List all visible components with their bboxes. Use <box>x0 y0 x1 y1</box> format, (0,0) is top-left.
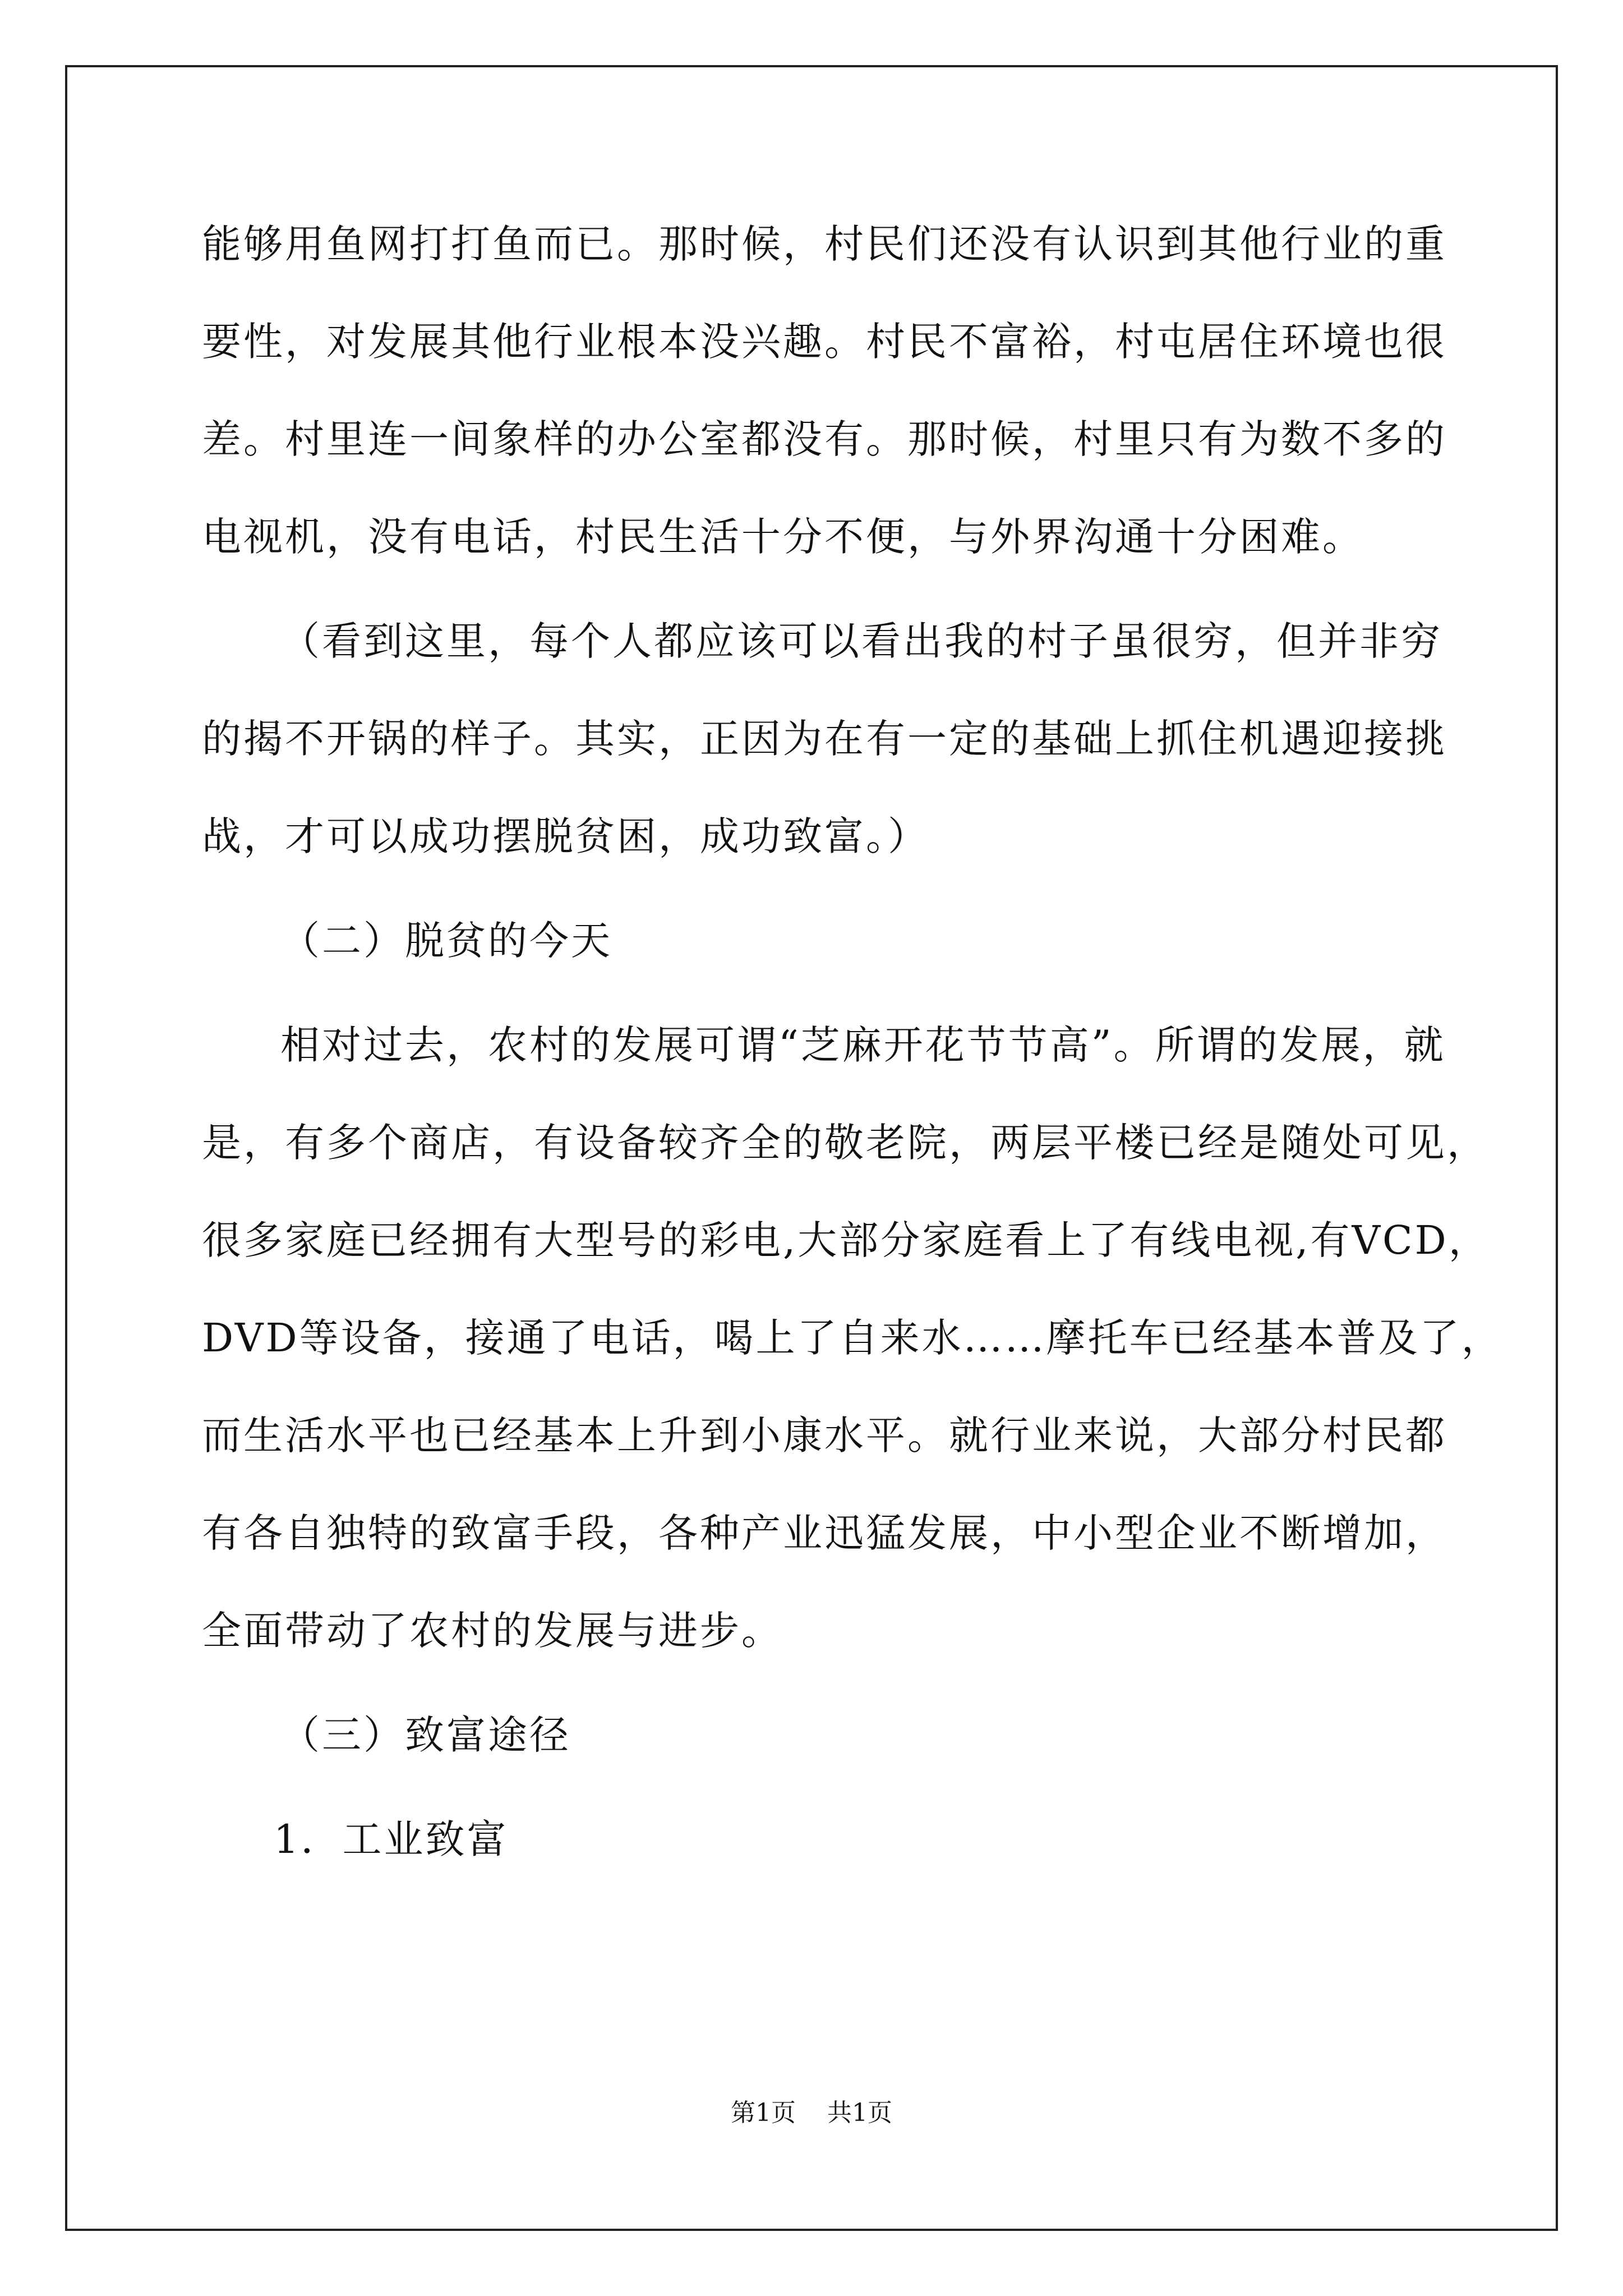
section-heading-3: （三）致富途径 <box>280 1712 571 1758</box>
section-heading-2: （二）脱贫的今天 <box>280 918 612 964</box>
paragraph-line-3: 差。村里连一间象样的办公室都没有。那时候，村里只有为数不多的 <box>202 416 1447 462</box>
paragraph-line-6: 的揭不开锅的样子。其实，正因为在有一定的基础上抓住机遇迎接挑 <box>202 716 1447 762</box>
paragraph-line-11: 很多家庭已经拥有大型号的彩电,大部分家庭看上了有线电视,有VCD， <box>202 1217 1490 1263</box>
paragraph-line-7: 战，才可以成功摆脱贫困，成功致富。） <box>202 813 929 859</box>
paragraph-line-5: （看到这里，每个人都应该可以看出我的村子虽很穷，但并非穷 <box>280 618 1442 664</box>
paragraph-line-4: 电视机，没有电话，村民生活十分不便，与外界沟通十分困难。 <box>202 514 1364 560</box>
paragraph-line-1: 能够用鱼网打打鱼而已。那时候，村民们还没有认识到其他行业的重 <box>202 221 1447 267</box>
paragraph-line-14: 有各自独特的致富手段，各种产业迅猛发展，中小型企业不断增加， <box>202 1510 1447 1556</box>
paragraph-line-2: 要性，对发展其他行业根本没兴趣。村民不富裕，村屯居住环境也很 <box>202 319 1447 365</box>
paragraph-line-12: DVD等设备，接通了电话，喝上了自来水……摩托车已经基本普及了， <box>202 1315 1503 1361</box>
page-number-total: 共1页 <box>827 2099 892 2127</box>
page-number-current: 第1页 <box>731 2099 796 2127</box>
page-footer <box>0 2092 1623 2128</box>
paragraph-line-15: 全面带动了农村的发展与进步。 <box>202 1608 783 1654</box>
paragraph-line-10: 是，有多个商店，有设备较齐全的敬老院，两层平楼已经是随处可见， <box>202 1120 1488 1166</box>
subsection-heading-1: 1．工业致富 <box>274 1816 509 1862</box>
paragraph-line-9: 相对过去，农村的发展可谓“芝麻开花节节高”。所谓的发展，就 <box>280 1022 1446 1068</box>
paragraph-line-13: 而生活水平也已经基本上升到小康水平。就行业来说，大部分村民都 <box>202 1412 1447 1458</box>
